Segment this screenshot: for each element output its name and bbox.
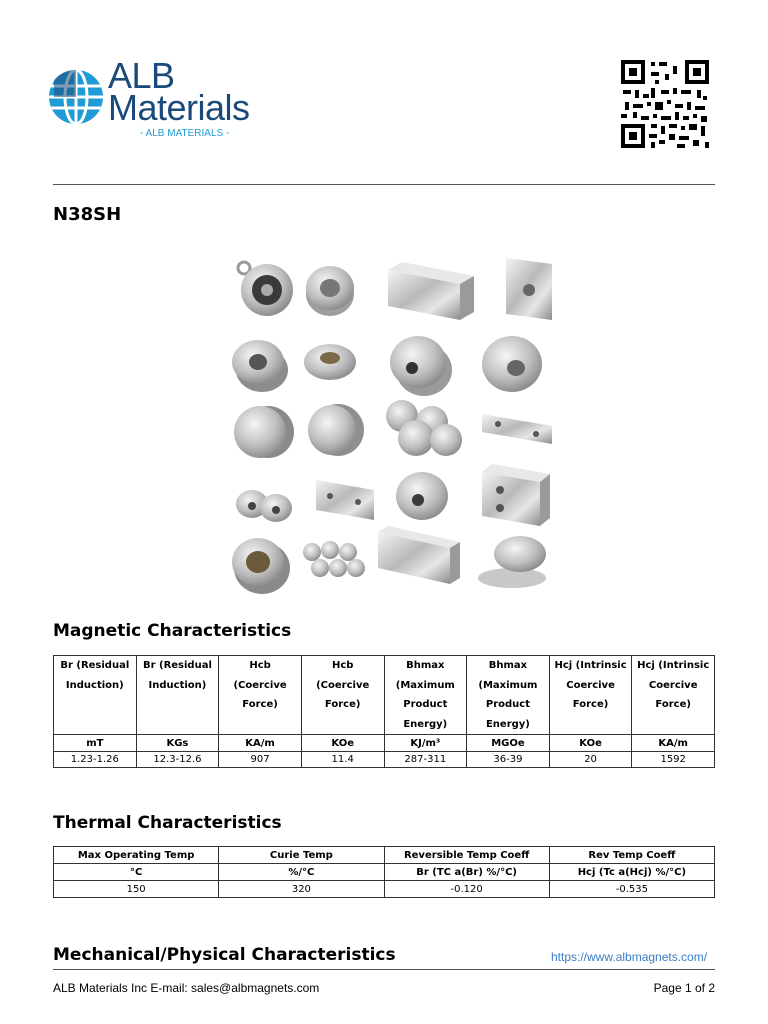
- alb-materials-logo: [48, 55, 268, 140]
- col-header: Bhmax (Maximum Product Energy): [467, 656, 550, 735]
- unit-cell: %/°C: [219, 864, 384, 881]
- col-header: Br (Residual Induction): [136, 656, 219, 735]
- block-stack-with-holes: [482, 464, 550, 526]
- countersunk-ring-magnet: [396, 472, 448, 520]
- col-header: Hcj (Intrinsic Coercive Force): [632, 656, 715, 735]
- product-image-grid: [222, 250, 562, 600]
- unit-cell: KA/m: [219, 735, 302, 752]
- disc-magnet-stack: [234, 406, 294, 458]
- unit-cell: mT: [54, 735, 137, 752]
- logo-tagline: - ALB MATERIALS -: [140, 128, 230, 139]
- unit-cell: MGOe: [467, 735, 550, 752]
- col-header: Br (Residual Induction): [54, 656, 137, 735]
- unit-cell: KOe: [549, 735, 632, 752]
- thermal-characteristics-table: [53, 846, 715, 898]
- magnets-product-image: [222, 250, 562, 600]
- thick-disc-magnet: [308, 404, 364, 456]
- col-header: Hcb (Coercive Force): [301, 656, 384, 735]
- long-bar-magnets: [482, 414, 552, 444]
- col-header: Max Operating Temp: [54, 847, 219, 864]
- countersunk-round-magnet: [482, 336, 542, 392]
- col-header: Hcj (Intrinsic Coercive Force): [549, 656, 632, 735]
- table-row: [54, 881, 715, 898]
- block-with-holes: [316, 480, 374, 520]
- countersunk-ring-stack: [390, 336, 452, 396]
- countersunk-disc-magnet: [304, 344, 356, 380]
- table-header-row: [54, 847, 715, 864]
- unit-cell: KOe: [301, 735, 384, 752]
- logo-wordmark-line1: ALB: [108, 55, 175, 96]
- value-cell: -0.120: [384, 881, 549, 898]
- product-title: N38SH: [53, 204, 122, 225]
- unit-cell: KJ/m³: [384, 735, 467, 752]
- value-cell: 12.3-12.6: [136, 752, 219, 768]
- long-block-stack: [378, 526, 460, 584]
- globe-icon: [48, 68, 104, 126]
- unit-cell: Hcj (Tc a(Hcj) %/°C): [549, 864, 714, 881]
- block-magnet-stack: [388, 262, 474, 320]
- disc-magnet-pairs: [386, 400, 462, 456]
- value-cell: -0.535: [549, 881, 714, 898]
- website-link[interactable]: https://www.albmagnets.com/: [551, 950, 708, 964]
- col-header: Bhmax (Maximum Product Energy): [384, 656, 467, 735]
- small-countersunk-rings: [236, 490, 292, 522]
- thermal-section-title: Thermal Characteristics: [53, 813, 282, 833]
- table-row: [54, 752, 715, 768]
- col-header: Reversible Temp Coeff: [384, 847, 549, 864]
- value-cell: 150: [54, 881, 219, 898]
- value-cell: 320: [219, 881, 384, 898]
- table-units-row: [54, 864, 715, 881]
- square-countersunk-magnet: [506, 258, 552, 320]
- unit-cell: °C: [54, 864, 219, 881]
- mechanical-section-title: Mechanical/Physical Characteristics: [53, 945, 396, 965]
- cylinder-magnet-bundle: [303, 541, 365, 577]
- header-divider: [53, 184, 715, 185]
- disc-magnet-on-plate: [478, 536, 546, 588]
- value-cell: 287-311: [384, 752, 467, 768]
- unit-cell: KGs: [136, 735, 219, 752]
- logo-wordmark-line2: Materials: [108, 87, 250, 128]
- page-number: Page 1 of 2: [653, 981, 715, 995]
- pot-magnet-with-eyelet: [238, 262, 293, 316]
- footer-divider: [53, 969, 715, 970]
- value-cell: 1.23-1.26: [54, 752, 137, 768]
- value-cell: 1592: [632, 752, 715, 768]
- value-cell: 36-39: [467, 752, 550, 768]
- value-cell: 20: [549, 752, 632, 768]
- col-header: Rev Temp Coeff: [549, 847, 714, 864]
- table-units-row: [54, 735, 715, 752]
- unit-cell: Br (TC a(Br) %/°C): [384, 864, 549, 881]
- magnetic-section-title: Magnetic Characteristics: [53, 621, 292, 641]
- col-header: Hcb (Coercive Force): [219, 656, 302, 735]
- ring-magnet-stack: [306, 266, 354, 316]
- value-cell: 11.4: [301, 752, 384, 768]
- table-header-row: [54, 656, 715, 735]
- qr-code-icon[interactable]: [621, 60, 709, 148]
- large-ring-magnet: [232, 538, 290, 594]
- value-cell: 907: [219, 752, 302, 768]
- col-header: Curie Temp: [219, 847, 384, 864]
- unit-cell: KA/m: [632, 735, 715, 752]
- footer-contact: ALB Materials Inc E-mail: sales@albmagnets.com: [53, 981, 320, 995]
- ring-magnet-stack-2: [232, 340, 288, 392]
- magnetic-characteristics-table: [53, 655, 715, 768]
